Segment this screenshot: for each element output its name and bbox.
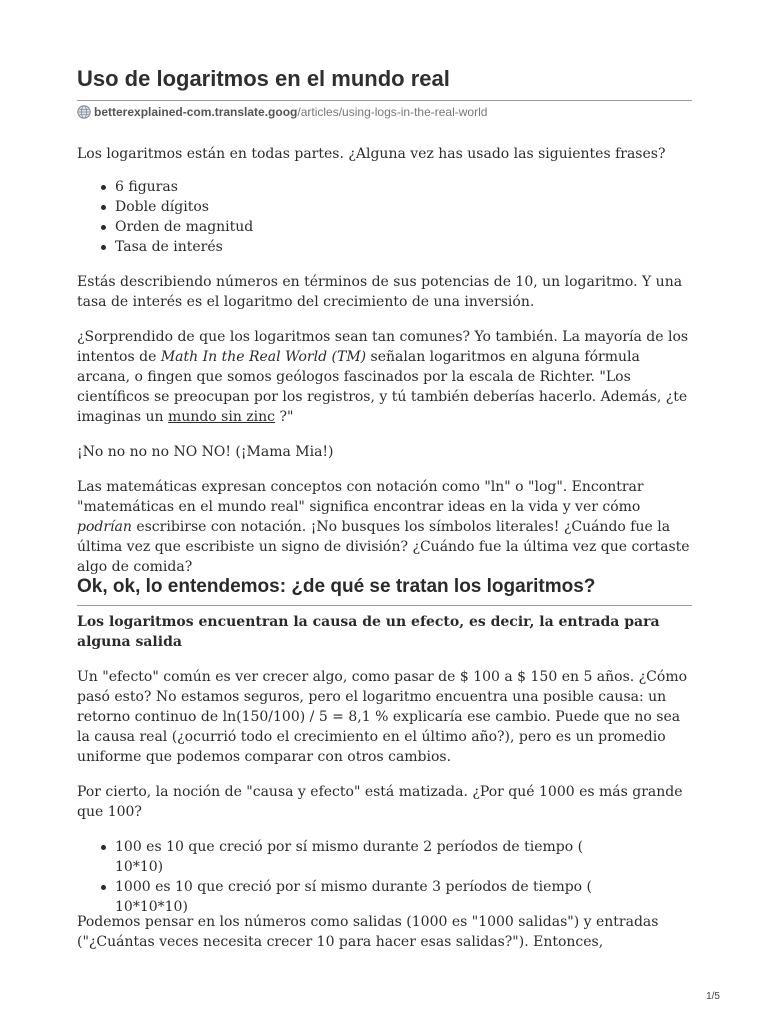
podrian-emphasis: podrían bbox=[77, 519, 132, 535]
powers-paragraph: Estás describiendo números en términos de sus potencias de 10, un logaritmo. Y una tasa de interés es el logaritmo del crecimiento de una inversión. bbox=[77, 274, 683, 310]
section-divider bbox=[77, 605, 692, 606]
section-heading: Ok, ok, lo entendemos: ¿de qué se tratan los logaritmos? bbox=[77, 576, 596, 597]
effect-paragraph: Un "efecto" común es ver crecer algo, como pasar de $ 100 a $ 150 en 5 años. ¿Cómo pasó esto? No estamos seguros, pero el logaritmo encuentra una posible causa: un retorno continuo de ln(150/100) / 5 = 8,1 % explicaría ese cambio. Puede que no sea la causa real (¿ocurrió todo el crecimiento en el último año?), pero es un promedio uniforme que podemos comparar con otros cambios. bbox=[77, 669, 688, 765]
source-path[interactable]: /articles/using-logs-in-the-real-world bbox=[297, 105, 488, 119]
title-divider bbox=[77, 100, 692, 101]
zinc-link[interactable]: mundo sin zinc bbox=[168, 409, 276, 425]
source-domain[interactable]: betterexplained-com.translate.goog bbox=[94, 105, 298, 119]
math-paragraph: Las matemáticas expresan conceptos con notación como "ln" o "log". Encontrar "matemáticas en el mundo real" significa encontrar ideas en la vida y ver cómo podrían escribirse con notación. ¡No busques los símbolos literales! ¿Cuándo fue la última vez que escribiste un signo de división? ¿Cuándo fue la última vez que cortaste algo de comida? bbox=[77, 479, 690, 575]
list-item: 100 es 10 que creció por sí mismo durante 2 períodos de tiempo (10*10) bbox=[77, 837, 677, 877]
cause-paragraph: Por cierto, la noción de "causa y efecto" está matizada. ¿Por qué 1000 es más grande que 100? bbox=[77, 784, 683, 820]
list-item: Orden de magnitud bbox=[77, 217, 692, 237]
math-real-world-emphasis: Math In the Real World (TM) bbox=[160, 349, 367, 365]
phrases-list bbox=[77, 177, 692, 257]
list-item: Doble dígitos bbox=[77, 197, 692, 217]
article-title: Uso de logaritmos en el mundo real bbox=[77, 66, 450, 91]
list-item: 1000 es 10 que creció por sí mismo durante 3 períodos de tiempo ( 10*10*10) bbox=[77, 877, 677, 917]
subsection-heading: Los logaritmos encuentran la causa de un efecto, es decir, la entrada para alguna salida bbox=[77, 614, 660, 650]
list-item: Tasa de interés bbox=[77, 237, 692, 257]
globe-icon bbox=[77, 105, 91, 119]
outputs-paragraph: Podemos pensar en los números como salidas (1000 es "1000 salidas") y entradas ("¿Cuántas veces necesita crecer 10 para hacer esas salidas?"). Entonces, bbox=[77, 914, 659, 950]
growth-list bbox=[77, 837, 677, 917]
intro-paragraph: Los logaritmos están en todas partes. ¿Alguna vez has usado las siguientes frases? bbox=[77, 146, 666, 162]
list-item: 6 figuras bbox=[77, 177, 692, 197]
surprised-paragraph: ¿Sorprendido de que los logaritmos sean tan comunes? Yo también. La mayoría de los intentos de Math In the Real World (TM) señalan logaritmos en alguna fórmula arcana, o fingen que somos geólogos fascinados por la escala de Richter. "Los científicos se preocupan por los registros, y tú también deberías hacerlo. Además, ¿te imaginas un mundo sin zinc ?" bbox=[77, 329, 689, 425]
nono-paragraph: ¡No no no no NO NO! (¡Mama Mia!) bbox=[77, 444, 334, 460]
page-number: 1/5 bbox=[706, 991, 720, 1002]
source-url[interactable] bbox=[77, 105, 487, 119]
